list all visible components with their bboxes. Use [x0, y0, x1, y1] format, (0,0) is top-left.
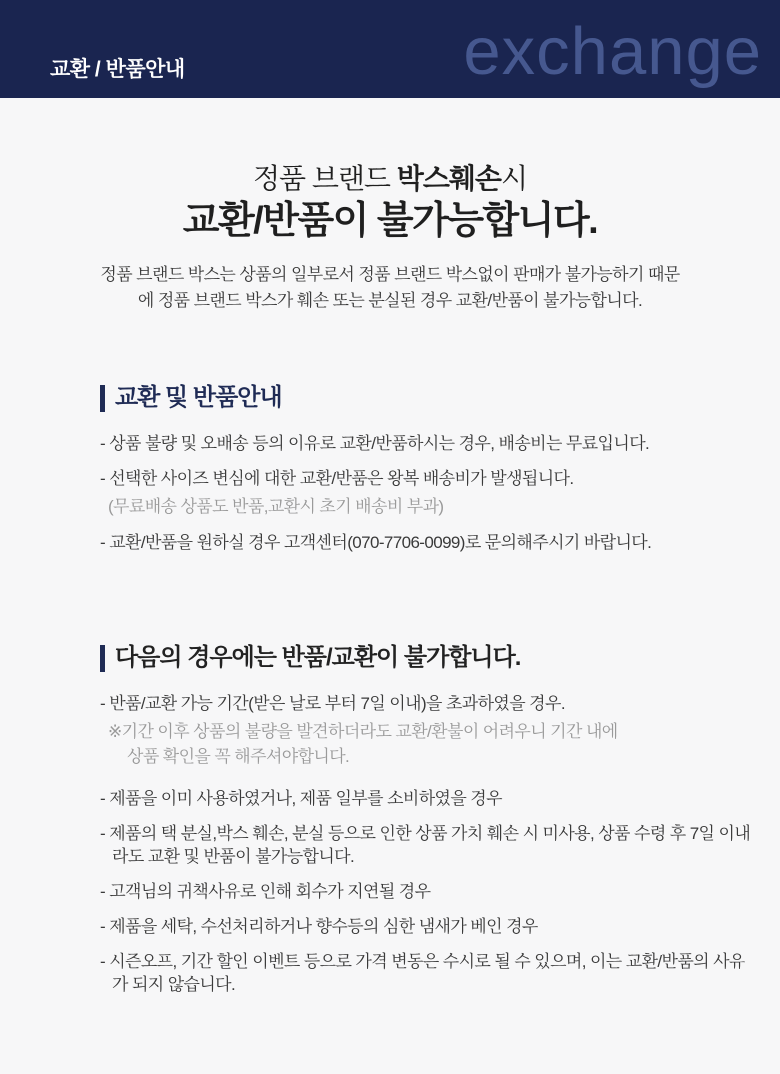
- heading-accent-bar: [100, 645, 105, 672]
- intro-title-line1-prefix: 정품 브랜드: [252, 163, 397, 194]
- intro-title-block: [0, 98, 780, 314]
- section-heading: [100, 644, 750, 672]
- policy-bullet: [100, 692, 752, 769]
- policy-bullet-text: - 교환/반품을 원하실 경우 고객센터(070-7706-0099)로 문의해주시기 바랍니다.: [100, 531, 752, 554]
- section-heading: [100, 384, 750, 412]
- page-title: 교환 / 반품안내: [50, 58, 185, 81]
- policy-bullet-note-line: 상품 확인을 꼭 해주셔야합니다.: [127, 747, 350, 766]
- policy-bullet-list: [100, 432, 752, 554]
- policy-bullet: [100, 880, 752, 903]
- policy-bullet: [100, 787, 752, 810]
- policy-bullet-note-line: (무료배송 상품도 반품,교환시 초기 배송비 부과): [108, 497, 444, 516]
- policy-bullet-text: - 선택한 사이즈 변심에 대한 교환/반품은 왕복 배송비가 발생됩니다.: [100, 467, 752, 490]
- exchange-watermark-text: exchange: [463, 14, 762, 89]
- policy-bullet-text: - 고객님의 귀책사유로 인해 회수가 지연될 경우: [100, 880, 752, 903]
- section-exchange-return-guide: [0, 384, 780, 554]
- intro-title-line1: [0, 160, 780, 198]
- intro-title-line1-suffix: 시: [500, 163, 528, 194]
- policy-bullet: [100, 531, 752, 554]
- intro-title-line1-bold: 박스훼손: [396, 163, 501, 194]
- policy-bullet-text: - 제품을 이미 사용하였거나, 제품 일부를 소비하였을 경우: [100, 787, 752, 810]
- policy-bullet-text: - 시즌오프, 기간 할인 이벤트 등으로 가격 변동은 수시로 될 수 있으며, 이는 교환/반품의 사유가 되지 않습니다.: [100, 950, 752, 996]
- policy-bullet: [100, 432, 752, 455]
- policy-bullet-text: - 제품을 세탁, 수선처리하거나 향수등의 심한 냄새가 베인 경우: [100, 915, 752, 938]
- policy-bullet-text: - 제품의 택 분실,박스 훼손, 분실 등으로 인한 상품 가치 훼손 시 미사용, 상품 수령 후 7일 이내라도 교환 및 반품이 불가능합니다.: [100, 822, 752, 868]
- policy-bullet-note: [100, 719, 752, 769]
- policy-bullet-note: [100, 494, 752, 519]
- policy-bullet: [100, 915, 752, 938]
- section-heading-text: 교환 및 반품안내: [115, 384, 282, 411]
- page-header: [0, 0, 780, 98]
- intro-title-line2: 교환/반품이 불가능합니다.: [182, 200, 598, 242]
- heading-accent-bar: [100, 385, 105, 412]
- policy-bullet-text: - 반품/교환 가능 기간(받은 날로 부터 7일 이내)을 초과하였을 경우.: [100, 692, 752, 715]
- policy-bullet: [100, 467, 752, 519]
- policy-bullet-note-line: ※기간 이후 상품의 불량을 발견하더라도 교환/환불이 어려우니 기간 내에: [108, 722, 618, 741]
- section-heading-text: 다음의 경우에는 반품/교환이 불가합니다.: [115, 644, 521, 671]
- policy-bullet-text: - 상품 불량 및 오배송 등의 이유로 교환/반품하시는 경우, 배송비는 무료입니다.: [100, 432, 752, 455]
- policy-bullet: [100, 822, 752, 868]
- section-return-not-allowed-cases: [0, 644, 780, 996]
- intro-paragraph: 정품 브랜드 박스는 상품의 일부로서 정품 브랜드 박스없이 판매가 불가능하기 때문에 정품 브랜드 박스가 훼손 또는 분실된 경우 교환/반품이 불가능합니다.: [100, 265, 680, 310]
- policy-bullet: [100, 950, 752, 996]
- policy-bullet-list: [100, 692, 752, 996]
